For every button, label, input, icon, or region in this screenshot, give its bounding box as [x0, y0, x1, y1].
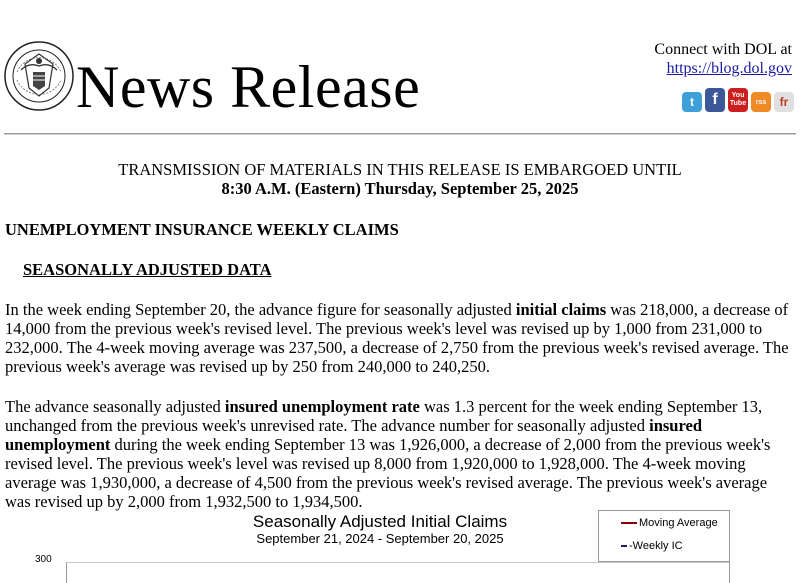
legend-weekly-ic: -Weekly IC — [621, 540, 683, 552]
subsection-title: SEASONALLY ADJUSTED DATA — [23, 260, 272, 279]
page-title: News Release — [76, 54, 421, 120]
twitter-icon[interactable]: t — [682, 92, 702, 112]
weekly-ic-swatch — [621, 545, 627, 547]
embargo-line-1: TRANSMISSION OF MATERIALS IN THIS RELEASE IS EMBARGOED UNTIL — [118, 160, 682, 179]
embargo-line-2: 8:30 A.M. (Eastern) Thursday, September 25, 2025 — [221, 179, 579, 198]
rss-icon[interactable]: rss — [751, 92, 771, 112]
chart-subtitle: September 21, 2024 - September 20, 2025 — [256, 531, 504, 546]
embargo-notice — [0, 160, 800, 198]
facebook-icon[interactable]: f — [705, 88, 725, 112]
chart-plot-area — [66, 562, 730, 583]
legend-moving-average: Moving Average — [621, 517, 718, 529]
connect-label: Connect with DOL at — [654, 41, 792, 58]
y-axis-tick: 300 — [35, 554, 52, 565]
insured-unemployment-paragraph: The advance seasonally adjusted insured unemployment rate was 1.3 percent for the week ending September 13, unchanged from the previous week's unrevised rate. The advance number for seasonally adjusted insured unemployment during the week ending September 13 was 1,926,000, a decrease of 2,000 from the previous week's revised level. The previous week's level was revised up 8,000 from 1,920,000 to 1,928,000. The 4-week moving average was 1,930,000, a decrease of 4,500 from the previous week's revised average. The previous week's average was revised up by 2,000 from 1,932,500 to 1,934,500. — [5, 397, 771, 511]
blog-link[interactable]: https://blog.dol.gov — [666, 60, 792, 77]
moving-average-swatch — [621, 522, 637, 524]
chart-title: Seasonally Adjusted Initial Claims — [252, 512, 508, 531]
connect-block — [654, 40, 792, 78]
section-title: UNEMPLOYMENT INSURANCE WEEKLY CLAIMS — [5, 220, 399, 239]
initial-claims-paragraph: In the week ending September 20, the advance figure for seasonally adjusted initial claims was 218,000, a decrease of 14,000 from the previous week's revised level. The previous week's level was revised up by 1,000 from 231,000 to 232,000. The 4-week moving average was 237,500, a decrease of 2,750 from the previous week's revised average. The previous week's average was revised up by 250 from 240,000 to 240,250. — [5, 300, 789, 376]
social-icons — [682, 88, 794, 112]
french-icon[interactable]: fr — [774, 92, 794, 112]
chart-legend — [598, 510, 730, 562]
header-divider — [4, 133, 796, 135]
dol-seal-logo — [3, 40, 75, 112]
youtube-icon[interactable]: You Tube — [728, 88, 748, 112]
